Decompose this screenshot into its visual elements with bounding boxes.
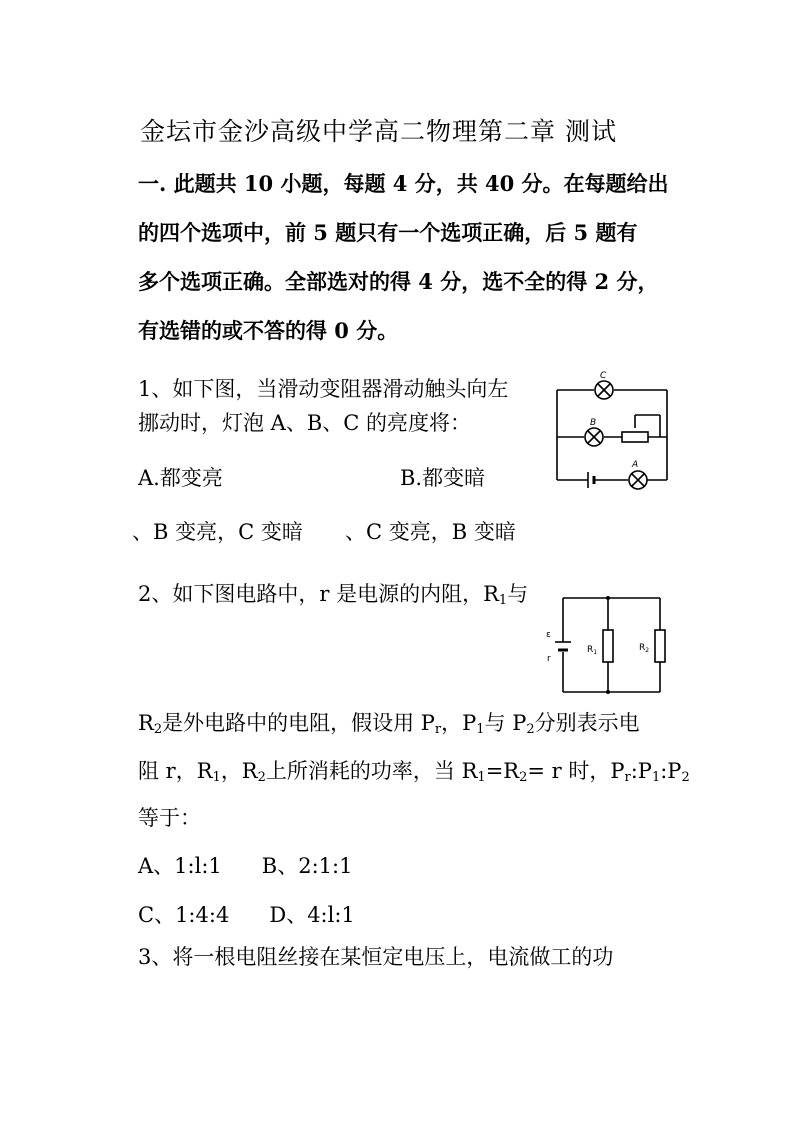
q2-stem-line-2: $R_2$是外电路中的电阻，假设用 $P_r$，$P_1$与 $P_2$分别表示电 — [138, 711, 640, 737]
q1-stem-line-2: 挪动时，灯泡 A、B、C 的亮度将： — [138, 411, 472, 435]
q2-stem-line-1: 2、如下图电路中，r 是电源的内阻，$R_1$与 — [138, 582, 529, 608]
q2-circuit-diagram — [545, 590, 670, 700]
q1-stem-line-1: 1、如下图，当滑动变阻器滑动触头向左 — [138, 377, 509, 401]
section-instructions-line-3: 多个选项正确。全部选对的得 4 分，选不全的得 2 分， — [138, 269, 659, 294]
q2-options-ab: A、1:l:1 B、2:1:1 — [138, 854, 353, 878]
section-instructions-line-1: 一. 此题共 10 小题，每题 4 分，共 40 分。在每题给出 — [138, 171, 669, 196]
section-instructions-line-4: 有选错的或不答的得 0 分。 — [138, 318, 399, 343]
emf-label: ε — [546, 630, 551, 640]
r1-label: $R_1$ — [587, 645, 598, 656]
q1-option-b: B.都变暗 — [400, 466, 486, 490]
internal-resistance-label: r — [547, 654, 551, 664]
q1-option-a: A.都变亮 — [138, 466, 223, 490]
q1-circuit-diagram — [552, 370, 677, 490]
q2-options-cd: C、1:4:4 D、4:l:1 — [138, 903, 355, 927]
lamp-c-label: C — [600, 371, 607, 381]
section-instructions-line-2: 的四个选项中，前 5 题只有一个选项正确，后 5 题有 — [138, 220, 638, 245]
q1-option-c: 、B 变亮，C 变暗 — [132, 520, 303, 544]
q3-stem-line-1: 3、将一根电阻丝接在某恒定电压上，电流做工的功 — [138, 945, 614, 969]
r2-label: $R_2$ — [639, 643, 650, 654]
page-title: 金坛市金沙高级中学高二物理第二章 测试 — [140, 117, 617, 146]
lamp-b-label: B — [590, 418, 597, 428]
lamp-a-label: A — [632, 460, 639, 470]
q1-option-d: 、C 变亮，B 变暗 — [345, 520, 516, 544]
q2-stem-line-3: 阻 r，$R_1$，$R_2$上所消耗的功率，当 $R_1=R_2= r$ 时，$P_r:P_1:P_2$ — [138, 759, 690, 785]
q2-stem-line-4: 等于： — [138, 806, 201, 830]
